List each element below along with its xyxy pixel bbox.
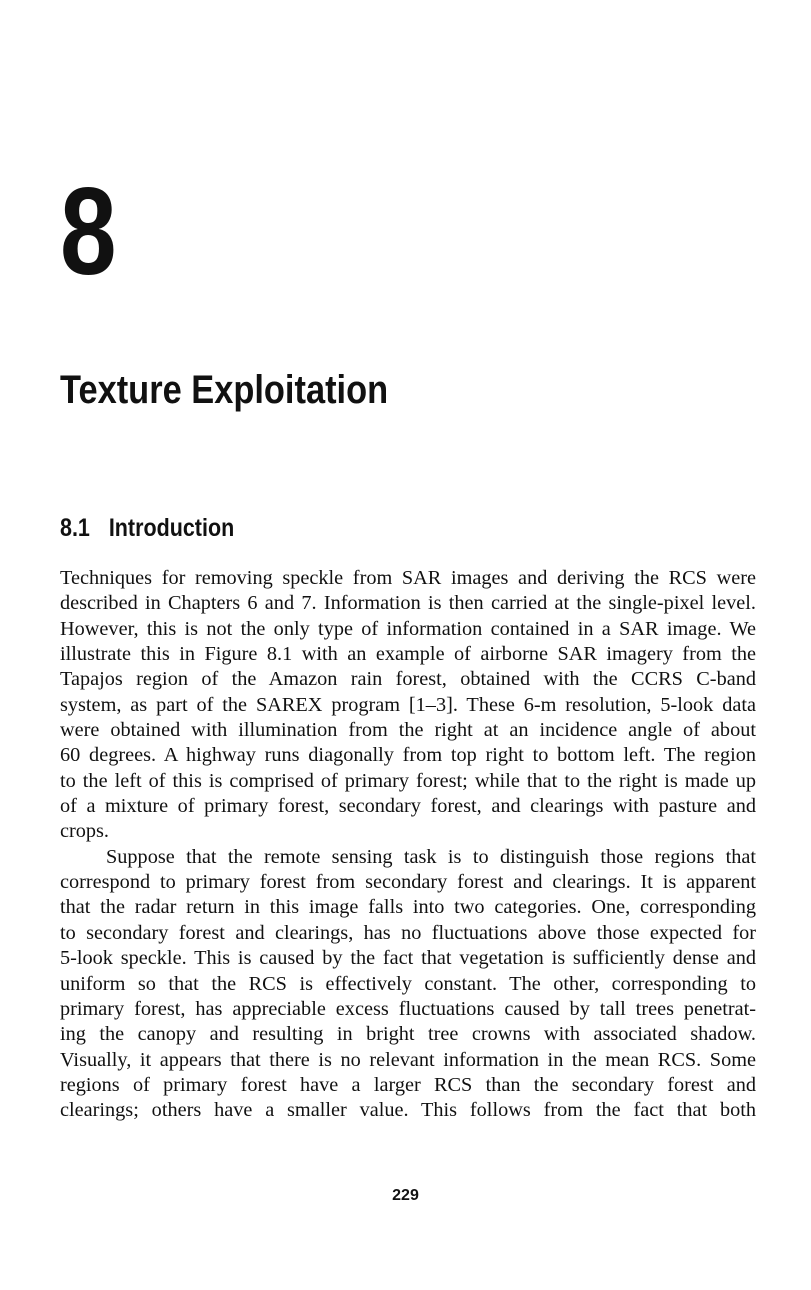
text-line: to secondary forest and clearings, has no fluctuations above those expected for (60, 921, 756, 944)
text-line: uniform so that the RCS is effectively constant. The other, corresponding to (60, 972, 756, 995)
section-number: 8.1 (60, 514, 90, 542)
section-title: Introduction (108, 514, 235, 542)
text-line: primary forest, has appreciable excess fluctuations caused by tall trees penetrat- (60, 997, 756, 1020)
text-line: to the left of this is comprised of primary forest; while that to the right is made up (60, 769, 756, 792)
text-line: correspond to primary forest from secondary forest and clearings. It is apparent (60, 871, 756, 894)
chapter-number: 8 (60, 163, 117, 301)
text-line: crops. (60, 820, 109, 843)
text-line: 60 degrees. A highway runs diagonally from top right to bottom left. The region (60, 744, 756, 767)
text-line: Suppose that the remote sensing task is to distinguish those regions that (106, 845, 756, 868)
text-line: However, this is not the only type of information contained in a SAR image. We (60, 617, 756, 640)
text-line: of a mixture of primary forest, secondary forest, and clearings with pasture and (60, 795, 756, 818)
text-line: Techniques for removing speckle from SAR images and deriving the RCS were (60, 567, 756, 589)
text-line: Tapajos region of the Amazon rain forest, obtained with the CCRS C-band (60, 668, 756, 691)
text-line: system, as part of the SAREX program [1–3]. These 6-m resolution, 5-look data (60, 693, 756, 716)
text-line: that the radar return in this image falls into two categories. One, corresponding (60, 896, 756, 919)
text-line: illustrate this in Figure 8.1 with an example of airborne SAR imagery from the (60, 643, 756, 666)
text-line: regions of primary forest have a larger RCS than the secondary forest and (60, 1073, 756, 1096)
body-text (60, 566, 756, 1124)
section-heading (60, 512, 234, 544)
paragraph-2 (60, 845, 756, 1124)
text-line: ing the canopy and resulting in bright tree crowns with associated shadow. (60, 1023, 756, 1046)
text-line: Visually, it appears that there is no relevant information in the mean RCS. Some (60, 1048, 756, 1071)
page-number: 229 (392, 1187, 419, 1204)
text-line: 5-look speckle. This is caused by the fact that vegetation is sufficiently dense and (60, 947, 756, 970)
paragraph-1 (60, 566, 756, 845)
text-line: described in Chapters 6 and 7. Information is then carried at the single-pixel level. (60, 592, 756, 615)
text-line: were obtained with illumination from the right at an incidence angle of about (60, 719, 756, 742)
chapter-title: Texture Exploitation (60, 368, 389, 412)
text-line: clearings; others have a smaller value. This follows from the fact that both (60, 1099, 756, 1122)
